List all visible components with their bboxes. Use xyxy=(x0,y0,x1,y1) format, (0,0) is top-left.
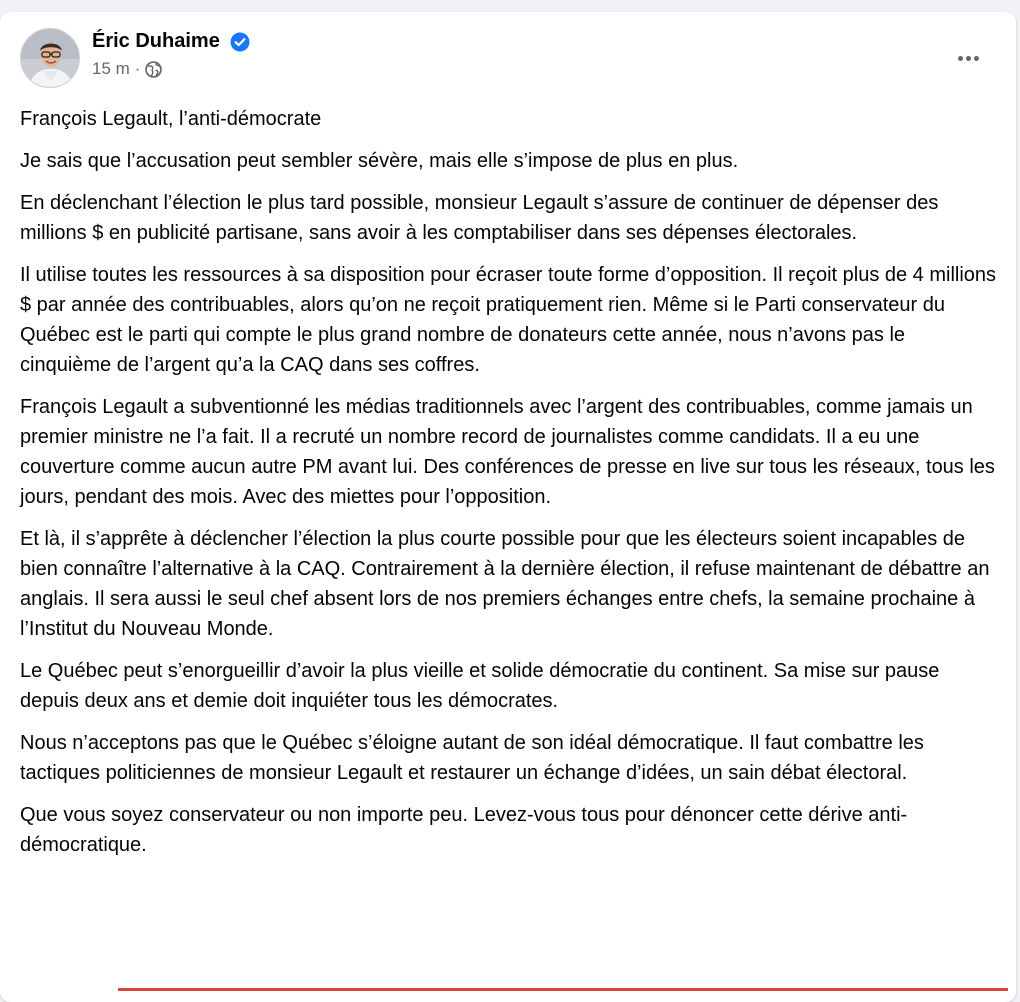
post-meta xyxy=(92,59,250,79)
author-block xyxy=(92,30,250,79)
post-title: François Legault, l’anti-démocrate xyxy=(20,108,322,130)
post-paragraph: Et là, il s’apprête à déclencher l’élection la plus courte possible pour que les électeurs soient incapables de bien connaître l’alternative à la CAQ. Contrairement à la dernière élection, il refuse maintenant de débattre an anglais. Il sera aussi le seul chef absent lors de nos premiers échanges entre chefs, la semaine prochaine à l’Institut du Nouveau Monde. xyxy=(20,528,990,640)
avatar-portrait-icon xyxy=(21,29,80,88)
post-header xyxy=(20,28,996,92)
more-options-button[interactable] xyxy=(950,44,986,72)
more-dot-icon xyxy=(966,56,971,61)
more-dot-icon xyxy=(958,56,963,61)
more-dot-icon xyxy=(974,56,979,61)
attachment-top-edge xyxy=(118,988,1008,991)
author-name[interactable]: Éric Duhaime xyxy=(92,30,220,52)
meta-separator: · xyxy=(134,59,141,78)
post-timestamp[interactable]: 15 m xyxy=(92,59,130,78)
author-avatar[interactable] xyxy=(20,28,80,88)
post-paragraph: En déclenchant l’élection le plus tard possible, monsieur Legault s’assure de continuer de dépenser des millions $ en publicité partisane, sans avoir à les comptabiliser dans ses dépenses électorales. xyxy=(20,192,939,244)
post-paragraph: Il utilise toutes les ressources à sa disposition pour écraser toute forme d’opposition. Il reçoit plus de 4 millions $ par année des contribuables, alors qu’on ne reçoit pratiquement rien. Même si le Parti conservateur du Québec est le parti qui compte le plus grand nombre de donateurs cette année, nous n’avons pas le cinquième de l’argent qu’a la CAQ dans ses coffres. xyxy=(20,264,997,376)
post-body xyxy=(20,104,1000,872)
post-paragraph: Que vous soyez conservateur ou non importe peu. Levez-vous tous pour dénoncer cette dérive anti-démocratique. xyxy=(20,804,908,856)
post-paragraph: Nous n’acceptons pas que le Québec s’éloigne autant de son idéal démocratique. Il faut combattre les tactiques politiciennes de monsieur Legault et restaurer un échange d’idées, un sain débat électoral. xyxy=(20,732,924,784)
post-paragraph: François Legault a subventionné les médias traditionnels avec l’argent des contribuables, comme jamais un premier ministre ne l’a fait. Il a recruté un nombre record de journalistes comme candidats. Il a eu une couverture comme aucun autre PM avant lui. Des conférences de presse en live sur tous les réseaux, tous les jours, pendant des mois. Avec des miettes pour l’opposition. xyxy=(20,396,995,508)
post-paragraph: Le Québec peut s’enorgueillir d’avoir la plus vieille et solide démocratie du continent. Sa mise sur pause depuis deux ans et demie doit inquiéter tous les démocrates. xyxy=(20,660,940,712)
post-card xyxy=(0,12,1016,1002)
verified-badge-icon xyxy=(230,32,250,52)
globe-icon[interactable] xyxy=(145,61,162,78)
post-paragraph: Je sais que l’accusation peut sembler sévère, mais elle s’impose de plus en plus. xyxy=(20,150,739,172)
